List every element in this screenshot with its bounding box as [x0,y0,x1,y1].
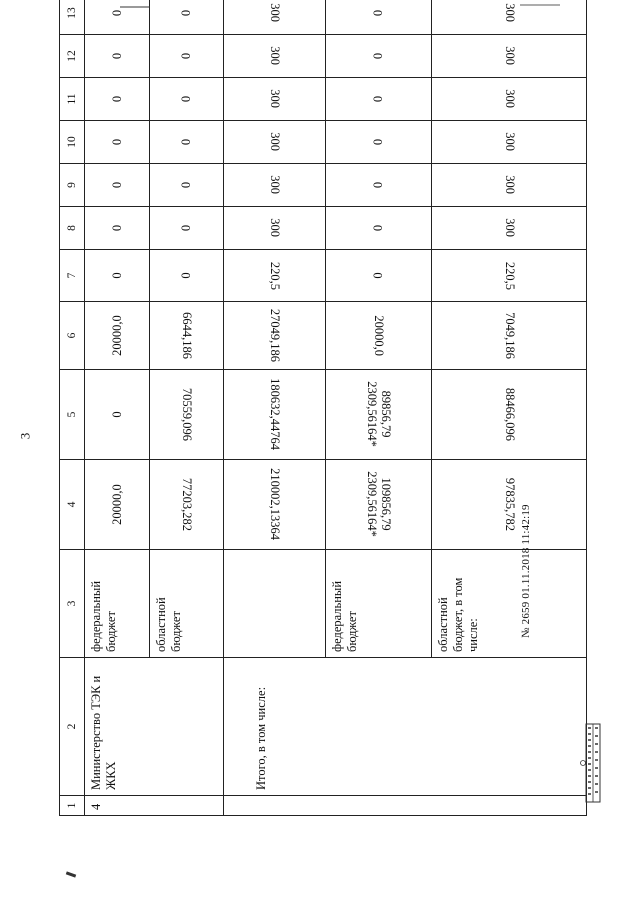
value-text: 300 [268,46,282,66]
header-cell: 8 [60,207,85,250]
value-text: 220,5 [268,261,282,290]
budget-source: областной бюджет [150,550,224,658]
registration-stamp [520,504,532,638]
value-cell: 0 [326,250,432,302]
value-text: 7049,186 [502,312,517,359]
value-cell: 0 [150,78,224,121]
value-cell [326,302,432,370]
value-cell [224,250,326,302]
page-number: 3 [17,432,33,440]
header-cell: 11 [60,78,85,121]
value-cell: 0 [85,370,150,460]
header-cell: 7 [60,250,85,302]
budget-source: федеральный бюджет [326,550,432,658]
value-cell: 0 [326,78,432,121]
value-cell [432,0,587,35]
value-cell [224,0,326,35]
value-cell [224,302,326,370]
value-cell [150,460,224,550]
budget-source [224,550,326,658]
header-cell: 4 [60,460,85,550]
value-text: 300 [502,175,517,195]
value-cell [432,121,587,164]
scan-mark [66,871,76,877]
value-cell [432,207,587,250]
value-text: 89856,79 2309,56164* [364,381,393,448]
row-index: 4 [85,796,224,816]
value-cell: 0 [85,35,150,78]
ministry-name: Министерство ТЭК и ЖКХ [85,658,224,796]
header-cell: 1 [60,796,85,816]
value-cell: 0 [150,164,224,207]
value-text: 70559,096 [180,387,194,442]
value-text: 300 [268,89,282,109]
value-text: 300 [502,218,517,238]
value-cell [432,302,587,370]
value-cell: 0 [85,0,150,35]
value-cell [432,164,587,207]
value-cell [326,460,432,550]
value-text: 300 [502,46,517,66]
header-cell: 2 [60,658,85,796]
value-cell [224,460,326,550]
table-row [224,0,326,816]
value-cell: 20000,0 [85,302,150,370]
value-cell [224,207,326,250]
value-cell [224,370,326,460]
value-cell [150,370,224,460]
header-cell: 12 [60,35,85,78]
value-text: 88466,096 [502,387,517,442]
table-row [85,0,150,816]
budget-source: областной бюджет, в том числе: [432,550,587,658]
value-cell: 0 [85,121,150,164]
value-text: 97835,782 [502,477,517,532]
value-text: 300 [268,3,282,23]
value-cell [432,250,587,302]
header-cell: 6 [60,302,85,370]
value-text: 6644,186 [180,312,194,359]
total-label: Итого, в том числе: [224,658,587,796]
header-cell: 9 [60,164,85,207]
value-text: 27049,186 [268,308,282,363]
budget-source: федеральный бюджет [85,550,150,658]
value-text: 300 [268,175,282,195]
value-cell [432,370,587,460]
value-cell: 0 [326,121,432,164]
value-text: 20000,0 [372,315,386,356]
value-cell: 0 [85,250,150,302]
value-cell [432,35,587,78]
value-cell: 0 [326,164,432,207]
value-cell: 0 [150,0,224,35]
value-cell: 0 [150,35,224,78]
value-cell: 0 [85,164,150,207]
header-cell: 10 [60,121,85,164]
value-cell [432,78,587,121]
value-text: 300 [502,89,517,109]
row-index [224,796,587,816]
value-cell [224,78,326,121]
value-cell: 0 [150,207,224,250]
value-text: 220,5 [502,261,517,290]
value-text: 77203,282 [180,477,194,532]
budget-table-container [59,3,585,816]
value-cell [326,370,432,460]
value-text: 300 [502,132,517,152]
value-cell: 0 [150,121,224,164]
scan-mark [520,4,560,6]
header-cell: 3 [60,550,85,658]
scan-mark [120,6,150,8]
value-cell [432,460,587,550]
value-cell [224,121,326,164]
value-cell [224,164,326,207]
value-cell: 20000,0 [85,460,150,550]
value-text: 300 [502,3,517,23]
value-cell: 0 [150,250,224,302]
value-text: 109856,79 2309,56164* [364,471,393,538]
value-text: 300 [268,218,282,238]
stamp-text: № 2659 01.11.2018 11:42:19 [520,504,532,638]
value-cell: 0 [326,207,432,250]
value-text: 300 [268,132,282,152]
header-cell: 5 [60,370,85,460]
value-cell: 0 [326,0,432,35]
registration-seal [580,722,606,804]
value-text: 180632,44764 [268,378,282,451]
value-cell [224,35,326,78]
header-cell: 13 [60,0,85,35]
value-text: 210002,13364 [268,468,282,541]
value-cell: 0 [85,207,150,250]
value-cell [150,302,224,370]
value-cell: 0 [326,35,432,78]
value-cell: 0 [85,78,150,121]
budget-table [59,0,587,816]
header-row [60,0,85,816]
